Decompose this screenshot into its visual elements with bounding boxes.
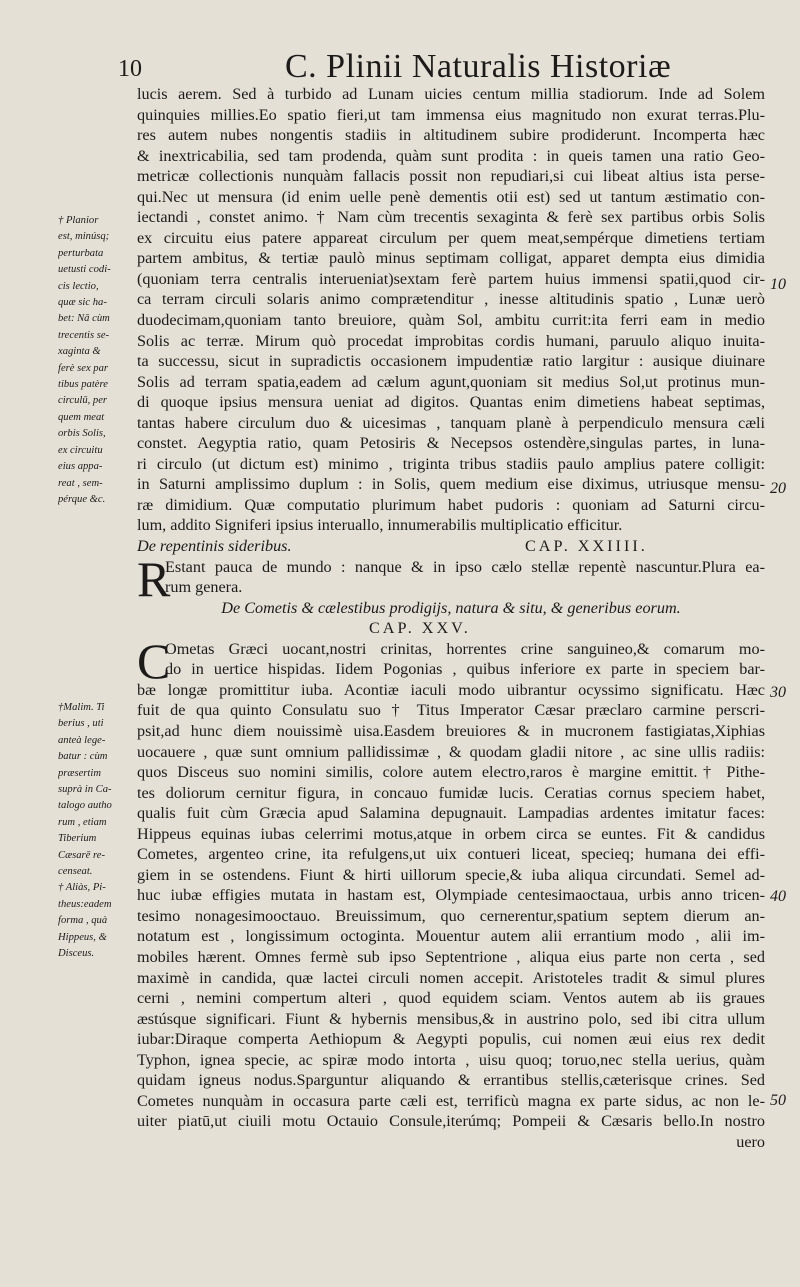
line-number-30: 30 [770, 684, 786, 701]
text-line: iubar:Diraque comperta Aethiopum & Aegypti populis, cui nomen æui eius rex dedit [137, 1030, 765, 1049]
text-line: ræ dimidium. Quæ computatio plurimum habet pudoris : quoniam ad Saturni circu- [137, 495, 765, 514]
text-line: tesimo nonagesimooctauo. Breuissimum, quo cernerentur,spatium septem dierum an- [137, 906, 765, 925]
text-line: di quoque ipsius mensura ueniat ad digitos. Quantas enim dimetiens habeat septimas, [137, 393, 765, 412]
text-line: psit,ad hunc diem nouissimè uisa.Easdem breuiores & in mucronem fastigiatas,Xiphias [137, 721, 765, 740]
text-line: tantas habere circulum duo & uicesimas , tanquam planè à perpendiculo mensura cæli [137, 413, 765, 432]
text-line: huc iubæ effigies mutata in hastam est, Olympiade centesimaoctaua, urbis anno tricen- [137, 886, 765, 905]
margin-note-line: theus:eadem [58, 898, 112, 910]
text-line: & inextricabilia, sed tam prodenda, quàm sunt prodita : in queis tamen una ratio Geo- [137, 146, 765, 165]
margin-note-line: eius appa- [58, 461, 103, 473]
margin-note-line: xaginta & [58, 346, 101, 358]
margin-note-line: censeat. [58, 866, 93, 878]
margin-note-line: quæ sic ha- [58, 297, 107, 309]
text-line: Typhon, ignea specie, ac spiræ modo intorta , uisu quoq; toruo,nec stella uerius, quàm [137, 1050, 765, 1069]
margin-note-line: circulū, per [58, 395, 108, 407]
margin-note-line: ex circuitu [58, 444, 103, 456]
text-block-continued [137, 84, 765, 536]
line-number-10: 10 [770, 276, 786, 293]
text-line: in Saturni amplissimo duplum : in Solis, quem medium eise diximus, utriusque mensu- [137, 475, 765, 494]
text-line: lum, addito Signiferi ipsius interuallo, innumerabilis multiplicatio efficitur. [137, 516, 623, 535]
margin-note-line: quem meat [58, 411, 105, 423]
margin-note-line: batur : cùm [58, 751, 108, 763]
text-line: Ometas Græci uocant,nostri crinitas, horrentes crine sanguineo,& comarum mo- [165, 639, 765, 658]
margin-note-line: suprà in Ca- [58, 784, 112, 796]
text-line: cerni , nemini compertum alteri , quod equidem sciam. Ventos autem ab iis graues [137, 989, 765, 1008]
margin-note-line: Disceus. [58, 948, 95, 960]
margin-note-line: forma , quà [58, 915, 108, 927]
text-line: maximè in candida, quæ lactei circuli nomen accepit. Aristoteles tradit & simul plures [137, 968, 765, 987]
chapter-24-number: CAP. XXIIII. [525, 537, 648, 556]
text-line: æstúsque significari. Fiunt & hybernis mensibus,& in austrino polo, sed ibi citra ullum [137, 1009, 765, 1028]
text-line: quinquies millies.Eo spatio fieri,ut tam immensa eius magnitudo non exurat terras.Plu- [137, 105, 765, 124]
margin-note-line: † Planior [58, 215, 99, 226]
margin-note-line: ferè sex par [58, 362, 109, 374]
text-line: Cometes, argenteo crine, ita refulgens,ut uix contueri liceat, specieq; humana dei effi- [137, 845, 765, 864]
text-line: metricæ collectionis nunquàm fallacis possit non repudiari,si cui libeat altius ista perse- [137, 167, 765, 186]
margin-note-line: † Aliàs, Pi- [58, 882, 106, 894]
text-line: ri circulo (ut dictum est) minimo , triginta tribus stadiis paulo amplius patere colligit: [137, 454, 765, 473]
text-line: (quoniam terra centralis interueniat)sextam ferè partem huius immensi spatii,quod cir- [137, 269, 765, 288]
margin-note-line: trecentis se- [58, 329, 110, 341]
text-line: Cometes nunquàm in occasura parte cæli est, terrificù magna ex parte sidus, ac non le- [137, 1091, 765, 1110]
chapter-25-title: De Cometis & cælestibus prodigijs, natura & situ, & generibus eorum. [221, 598, 681, 617]
text-line: qui.Nec ut mensura (id enim uelle penè dementis otii est) sed ut tantum æstimatio con- [137, 187, 765, 206]
text-line: notatum est , longissimum octoginta. Mouentur autem alii errantium modo , alii im- [137, 927, 765, 946]
text-line: quos Disceus suo nomini similis, colore autem electro,raros è margine emittit.† Pithe- [137, 763, 765, 782]
chapter-25-number: CAP. XXV. [369, 619, 471, 638]
margin-note-line: cis lectio, [58, 280, 99, 292]
text-line: bæ longæ promittitur iuba. Acontiæ iaculi modo uibrantur ocyssimo significatu. Hæc [137, 680, 765, 699]
margin-note-line: †Malim. Ti [58, 702, 105, 713]
text-line: ca terram circuli solaris animo comprætenditur , inesse altitudinis spatio , Lunæ uerò [137, 290, 765, 309]
text-line: Solis ad terram spatia,eadem ad cælum agunt,quoniam sit medius Sol,ut protinus mun- [137, 372, 765, 391]
running-title: C. Plinii Naturalis Historiæ [285, 48, 672, 85]
text-line: uocauere , quæ sunt omnium pallidissimæ , & quodam gladii nitore , ac sine ullis radiis: [137, 742, 765, 761]
text-line: ex circuitu eius patere appareat circulum per quem meat,sempérque dimetiens tertiam [137, 228, 765, 247]
text-line: fuit de qua quinto Consulatu suo † Titus Imperator Cæsar præclaro carmine perscri- [137, 701, 765, 720]
line-number-50: 50 [770, 1092, 786, 1109]
text-line: do in uertice hispidas. Iidem Pogonias , quibus inferiore ex parte in speciem bar- [165, 660, 765, 679]
text-line: qualis fuit cùm Græcia apud Salamina depugnauit. Lampadias ardentes imitatur faces: [137, 804, 765, 823]
text-line: partem ambitus, & tertiæ paulò minus septimam colligat, apparet dempta eius dimidia [137, 249, 765, 268]
text-line: uiter piatū,ut ciuili motu Octauio Consule,iterúmq; Pompeii & Cæsaris bello.In nostro [137, 1112, 765, 1131]
chapter-24-title: De repentinis sideribus. [137, 537, 292, 556]
text-line: res autem nubes nongentis stadiis in altitudinem subire prodiderunt. Incomperta hæc [137, 126, 765, 145]
margin-note-line: rum , etiam [58, 816, 107, 828]
text-line: Solis ac terræ. Mirum quò procedat improbitas cordis humani, paruulo aliquo inuita- [137, 331, 765, 350]
drop-cap-c: C [137, 632, 171, 689]
margin-note-line: est, minúsq; [58, 231, 110, 243]
text-line: duodecimam,quoniam tanto breuiore, quàm Sol, ambitu currit:ita ferri eam in medio [137, 311, 765, 330]
text-line: rum genera. [165, 578, 243, 597]
margin-note-line: talogo autho [58, 800, 112, 812]
text-line: constet. Aegyptia ratio, quam Petosiris & Necepsos ostendère,singulas partes, in luna- [137, 434, 765, 453]
margin-note-line: Tiberium [58, 833, 97, 845]
margin-note-line: tibus patère [58, 379, 108, 391]
catchword: uero [736, 1132, 765, 1151]
line-number-40: 40 [770, 888, 786, 905]
main-text [137, 84, 765, 1152]
chapter-25-text [137, 632, 765, 1132]
margin-note-line: berius , uti [58, 718, 104, 730]
chapter-25-lines [137, 632, 765, 1132]
margin-note-line: reat , sem- [58, 477, 103, 489]
margin-note-line: Hippeus, & [58, 931, 107, 943]
chapter-24-text [137, 550, 765, 607]
chapter-24-heading-line [137, 536, 765, 557]
margin-note-line: Cæsarē re- [58, 849, 105, 861]
text-line: ta successu, sicut in supradictis occasionem impudentiæ ratio largitur : ausique diuinare [137, 352, 765, 371]
text-line: quidam igneus nodus.Sparguntur aliquando & errantibus stellis,cæterisque crines. Sed [137, 1071, 765, 1090]
margin-note-1 [58, 213, 132, 508]
text-line: giem in se ostendens. Fiunt & hirti uillorum specie,& iuba aliqua circundati. Semel ad- [137, 865, 765, 884]
margin-note-line: uetusti codi- [58, 264, 111, 276]
margin-note-line: pérque &c. [58, 493, 106, 505]
margin-note-line: præsertim [58, 767, 101, 779]
text-line: iectandi , constet animo. † Nam cùm trecentis sexaginta & ferè sex partibus orbis Solis [137, 208, 765, 227]
margin-note-2 [58, 700, 132, 963]
margin-note-line: perturbata [58, 247, 104, 259]
margin-note-line: bet: Nā cùm [58, 313, 110, 325]
chapter-24-lines [137, 557, 765, 598]
drop-cap-r: R [137, 550, 171, 607]
text-line: tes doliorum cernitur figura, in concauo fumidæ lucis. Ceratias cornus speciem habet, [137, 783, 765, 802]
text-line: Estant pauca de mundo : nanque & in ipso cælo stellæ repentè nascuntur.Plura ea- [165, 557, 765, 576]
margin-note-line: orbis Solis, [58, 428, 106, 440]
margin-note-line: anteà lege- [58, 734, 106, 746]
page-number: 10 [118, 56, 142, 82]
text-line: mobiles hærent. Omnes fermè sub ipso Septentrione , aliqua eius parte non certa , sed [137, 947, 765, 966]
text-line: lucis aerem. Sed à turbido ad Lunam uicies centum millia stadiorum. Inde ad Solem [137, 85, 765, 103]
line-number-20: 20 [770, 480, 786, 497]
text-line: Hippeus equinas iubas celerrimi motus,atque in orbem circa se euntes. Fit & candidus [137, 824, 765, 843]
